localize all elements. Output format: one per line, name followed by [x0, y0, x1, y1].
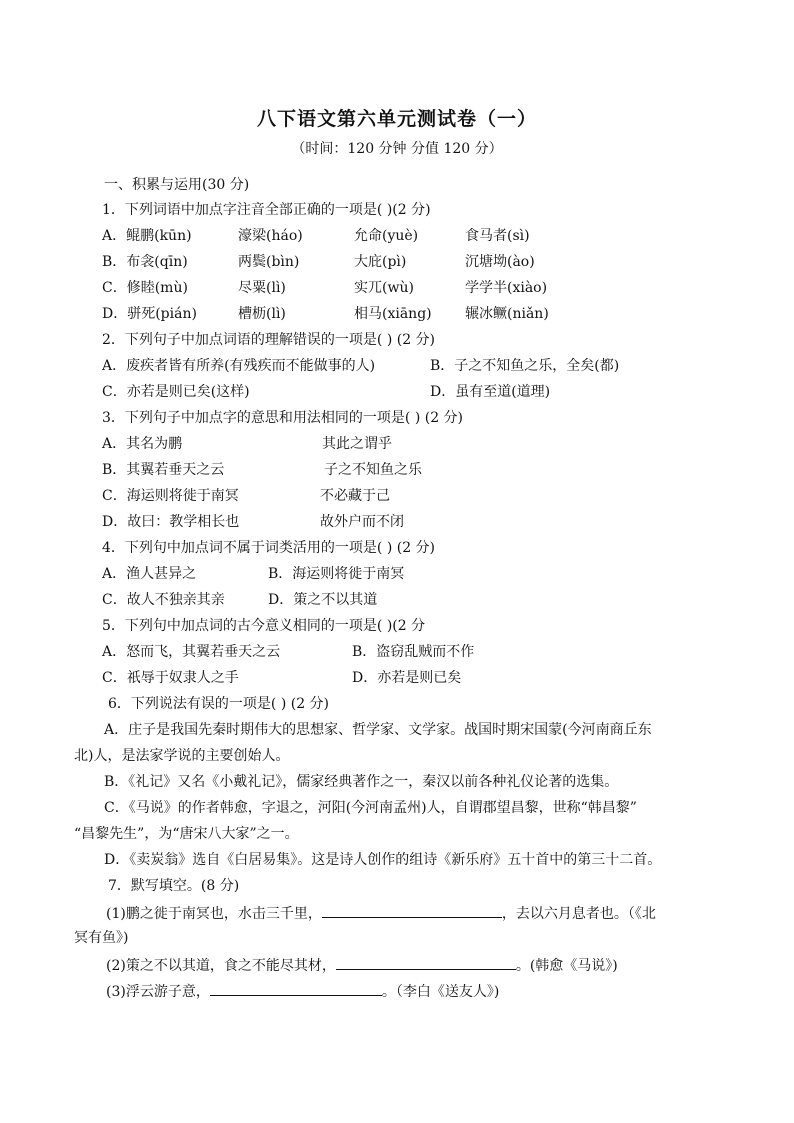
option-text: 子之不知鱼之乐 [324, 462, 422, 478]
option-text: 沉塘坳(ào) [465, 254, 535, 270]
option-text: 食马者(sì) [465, 228, 530, 244]
option-text: C．祇辱于奴隶人之手 [102, 670, 239, 686]
answer-blank[interactable] [210, 979, 382, 996]
question-6-option-d: D．《卖炭翁》选自《白居易集》。这是诗人创作的组诗《新乐府》五十首中的第三十二首。 [104, 852, 662, 868]
option-text: 槽枥(lì) [238, 306, 286, 322]
question-2-stem: 2．下列句子中加点词语的理解错误的一项是( ) (2 分) [102, 332, 436, 348]
question-5-stem: 5．下列句中加点词的古今意义相同的一项是( )(2 分 [102, 618, 426, 634]
option-text: 濠梁(háo) [238, 228, 303, 244]
section-heading: 一、积累与运用(30 分) [104, 177, 250, 193]
exam-time-and-score: （时间：120 分钟 分值 120 分） [291, 141, 503, 157]
option-text: A．废疾者皆有所养(有残疾而不能做事的人) [102, 358, 376, 374]
option-text: A．怒而飞，其翼若垂天之云 [102, 644, 281, 660]
option-text: A．其名为鹏 [102, 436, 183, 452]
fill-blank-sentence-3 [106, 979, 499, 1001]
option-text: C．亦若是则已矣(这样) [102, 384, 250, 400]
option-text: B．子之不知鱼之乐，全矣(都) [430, 358, 620, 374]
answer-blank[interactable] [322, 901, 502, 918]
fill-blank-sentence-1 [106, 901, 656, 923]
option-text: 其此之谓乎 [322, 436, 392, 452]
question-6-option-c-line-2: “昌黎先生”，为“唐宋八大家”之一。 [74, 826, 299, 842]
question-1-stem: 1．下列词语中加点字注音全部正确的一项是( )(2 分) [102, 202, 431, 218]
option-text: 允命(yuè) [354, 228, 419, 244]
question-6-option-b: B．《礼记》又名《小戴礼记》，儒家经典著作之一，秦汉以前各种礼仪论著的选集。 [104, 774, 619, 790]
fill-blank-sentence-1-line-2: 冥有鱼》) [74, 930, 129, 946]
sentence-text: (1)鹏之徙于南冥也，水击三千里， [106, 906, 322, 922]
option-text: 尽粟(lì) [238, 280, 286, 296]
option-text: B．盗窃乱贼而不作 [352, 644, 475, 660]
sentence-text: (3)浮云游子意， [106, 984, 210, 1000]
option-text: D．亦若是则已矣 [352, 670, 462, 686]
question-7-stem: 7．默写填空。(8 分) [108, 878, 240, 894]
option-text: 大庇(pì) [354, 254, 407, 270]
page-title: 八下语文第六单元测试卷（一） [256, 108, 537, 130]
fill-blank-sentence-2 [106, 953, 618, 975]
option-text: D．虽有至道(道理) [430, 384, 551, 400]
sentence-text: ，去以六月息者也。（《北 [501, 906, 656, 922]
option-text: 实兀(wù) [354, 280, 414, 296]
option-text: B．其翼若垂天之云 [102, 462, 225, 478]
answer-blank[interactable] [336, 953, 516, 970]
option-text: B．布衾(qīn) [102, 254, 188, 270]
option-text: D．故曰：教学相长也 [102, 514, 240, 530]
question-4-stem: 4．下列句中加点词不属于词类活用的一项是( ) (2 分) [102, 540, 436, 556]
option-text: B．海运则将徙于南冥 [268, 566, 405, 582]
sentence-text: (2)策之不以其道，食之不能尽其材， [106, 958, 336, 974]
option-text: A．渔人甚异之 [102, 566, 197, 582]
option-text: 不必藏于己 [320, 488, 390, 504]
option-text: 两鬓(bìn) [238, 254, 300, 270]
sentence-text: 。(韩愈《马说》) [515, 958, 618, 974]
option-text: D．策之不以其道 [268, 592, 378, 608]
question-6-option-c-line-1: C．《马说》的作者韩愈，字退之，河阳(今河南孟州)人，自谓郡望昌黎，世称“韩昌黎” [104, 800, 637, 816]
option-text: 辗冰鳜(niǎn) [465, 306, 549, 322]
option-text: C．故人不独亲其亲 [102, 592, 225, 608]
question-6-option-a-line-2: 北)人，是法家学说的主要创始人。 [74, 748, 290, 764]
option-text: 故外户而不闭 [320, 514, 404, 530]
option-text: 相马(xiāng) [354, 306, 432, 322]
option-text: D．骈死(pián) [102, 306, 197, 322]
option-text: C．海运则将徙于南冥 [102, 488, 239, 504]
option-text: 学学半(xiào) [465, 280, 548, 296]
sentence-text: 。（李白《送友人》) [381, 984, 500, 1000]
question-6-option-a-line-1: A．庄子是我国先秦时期伟大的思想家、哲学家、文学家。战国时期宋国蒙(今河南商丘东 [104, 722, 652, 738]
question-6-stem: 6．下列说法有误的一项是( ) (2 分) [108, 696, 330, 712]
question-3-stem: 3．下列句子中加点字的意思和用法相同的一项是( ) (2 分) [102, 410, 464, 426]
option-text: C．修睦(mù) [102, 280, 188, 296]
option-text: A．鲲鹏(kūn) [102, 228, 192, 244]
